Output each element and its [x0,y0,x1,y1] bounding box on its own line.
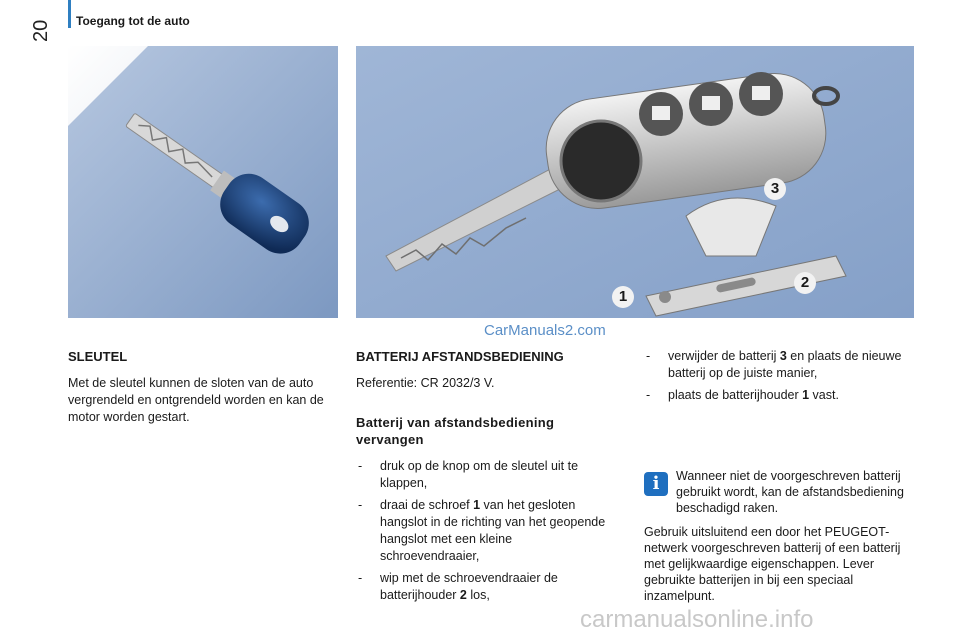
battery-steps-list-continued [644,348,920,404]
list-item: - wip met de schroevendraaier de batterijhouder 2 los, [358,571,558,602]
key-section [68,348,340,426]
key-drawing [68,46,338,318]
remote-drawing [356,46,914,318]
key-illustration [68,46,338,318]
battery-replace-heading: Batterij van afstandsbediening vervangen [356,415,555,447]
site-watermark: CarManuals2.com [484,322,606,339]
info-box [644,468,920,604]
callout-2: 2 [794,272,816,294]
battery-reference: Referentie: CR 2032/3 V. [356,376,495,390]
battery-steps-list [356,458,612,604]
margin-accent-bar [68,0,71,28]
callout-3: 3 [764,178,786,200]
section-title: Toegang tot de auto [76,14,190,28]
battery-steps-continued [644,348,920,409]
key-heading: SLEUTEL [68,349,128,364]
key-description: Met de sleutel kunnen de sloten van de auto vergrendeld en ontgrendeld worden en kan de motor worden gestart. [68,376,324,424]
page-number: 20 [30,19,52,42]
footer-watermark: carmanualsonline.info [580,606,814,633]
list-item: - plaats de batterijhouder 1 vast. [646,388,839,402]
battery-section [356,348,612,609]
info-warning: Wanneer niet de voorgeschreven batterij gebruikt wordt, kan de afstandsbediening beschadigd raken. [676,469,904,515]
list-item: - druk op de knop om de sleutel uit te klappen, [358,459,579,490]
info-note: Gebruik uitsluitend een door het PEUGEOT-netwerk voorgeschreven batterij of een batterij met gelijkwaardige eigenschappen. Lever gebruikte batterijen in bij een speciaal inzamelpunt. [644,525,901,603]
remote-battery-illustration [356,46,914,318]
battery-heading: BATTERIJ AFSTANDSBEDIENING [356,349,564,364]
info-icon: i [644,472,668,496]
callout-1: 1 [612,286,634,308]
list-item: - verwijder de batterij 3 en plaats de nieuwe batterij op de juiste manier, [646,349,902,380]
list-item: - draai de schroef 1 van het gesloten hangslot in de richting van het geopende hangslot met een kleine schroevendraaier, [358,498,606,563]
